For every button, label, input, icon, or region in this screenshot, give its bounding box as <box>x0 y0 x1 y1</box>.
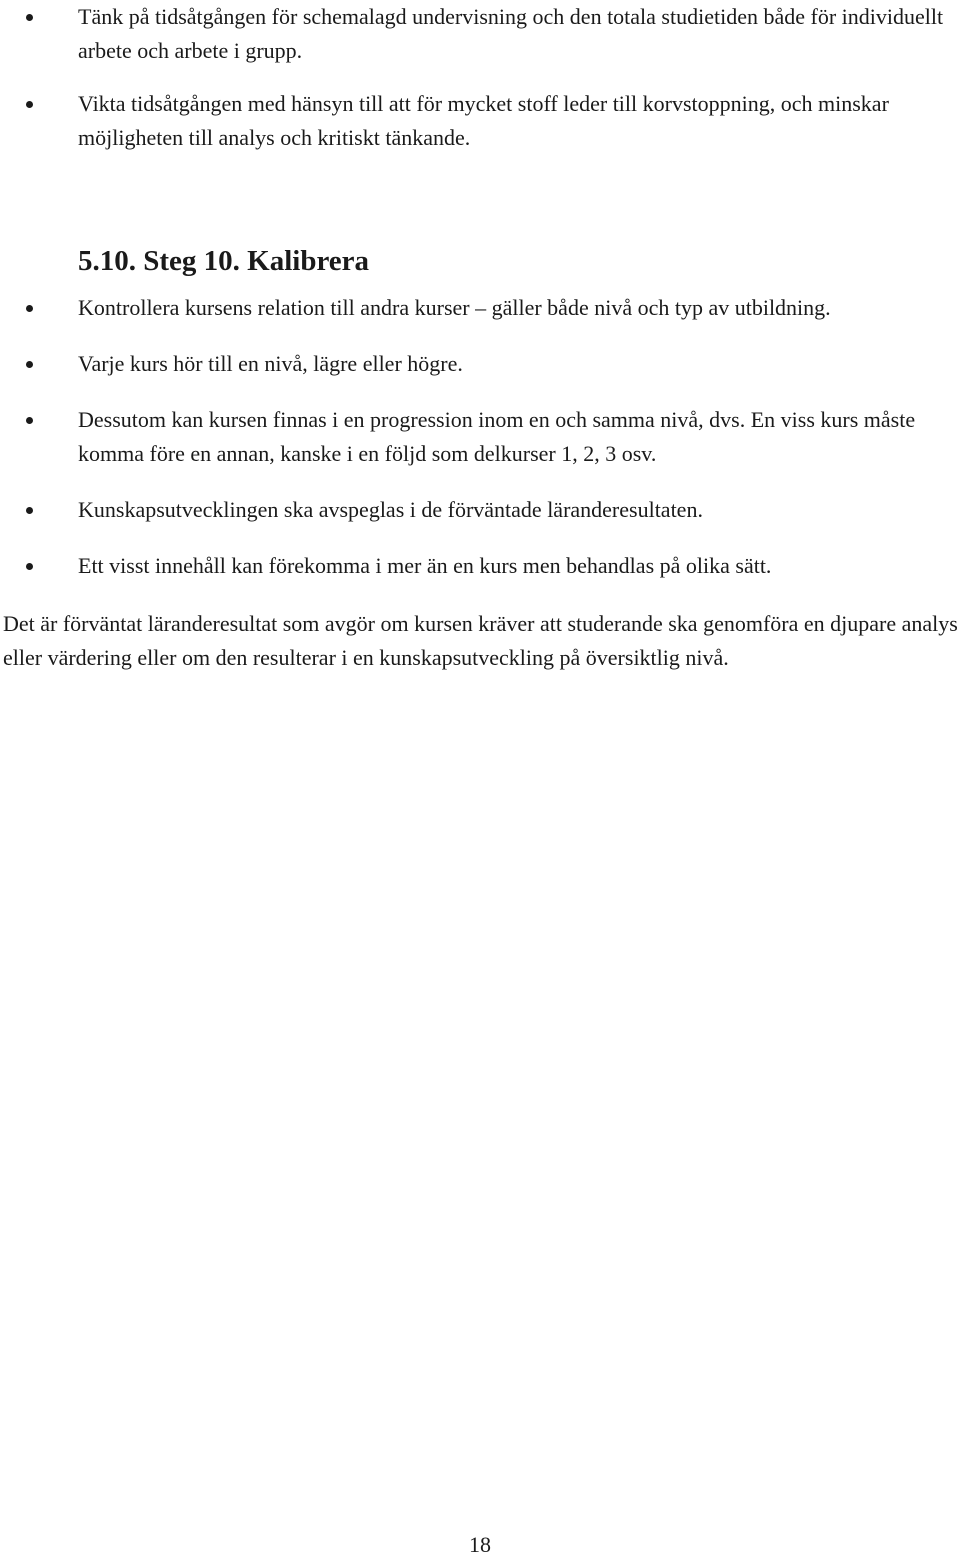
list-item <box>0 87 960 155</box>
body-paragraph: Det är förväntat läranderesultat som avgör om kursen kräver att studerande ska genomföra en djupare analys eller värdering eller om den resulterar i en kunskapsutveckling på översiktlig nivå. <box>3 611 958 670</box>
list-item <box>0 0 960 68</box>
list-item-text: Dessutom kan kursen finnas i en progression inom en och samma nivå, dvs. En viss kurs måste komma före en annan, kanske i en följd som delkurser 1, 2, 3 osv. <box>78 407 916 466</box>
section-heading: 5.10. Steg 10. Kalibrera <box>78 245 370 277</box>
list-item-text: Ett visst innehåll kan förekomma i mer än en kurs men behandlas på olika sätt. <box>78 553 772 578</box>
list-item <box>0 493 960 527</box>
list-item-text: Tänk på tidsåtgången för schemalagd undervisning och den totala studietiden både för individuellt arbete och arbete i grupp. <box>78 4 944 63</box>
bullet-icon <box>26 305 33 312</box>
bullet-icon <box>26 361 33 368</box>
list-item-text: Kontrollera kursens relation till andra kurser – gäller både nivå och typ av utbildning. <box>78 295 831 320</box>
bullet-icon <box>26 101 33 108</box>
list-item <box>0 403 960 471</box>
list-item <box>0 549 960 583</box>
list-item-text: Varje kurs hör till en nivå, lägre eller högre. <box>78 351 463 376</box>
section-bullet-list <box>0 291 960 583</box>
list-item-text: Kunskapsutvecklingen ska avspeglas i de förväntade läranderesultaten. <box>78 497 703 522</box>
top-bullet-list <box>0 0 960 155</box>
bullet-icon <box>26 507 33 514</box>
page-number: 18 <box>469 1532 491 1557</box>
bullet-icon <box>26 417 33 424</box>
list-item <box>0 347 960 381</box>
bullet-icon <box>26 14 33 21</box>
list-item <box>0 291 960 325</box>
list-item-text: Vikta tidsåtgången med hänsyn till att för mycket stoff leder till korvstoppning, och minskar möjligheten till analys och kritiskt tänkande. <box>78 91 889 150</box>
bullet-icon <box>26 563 33 570</box>
